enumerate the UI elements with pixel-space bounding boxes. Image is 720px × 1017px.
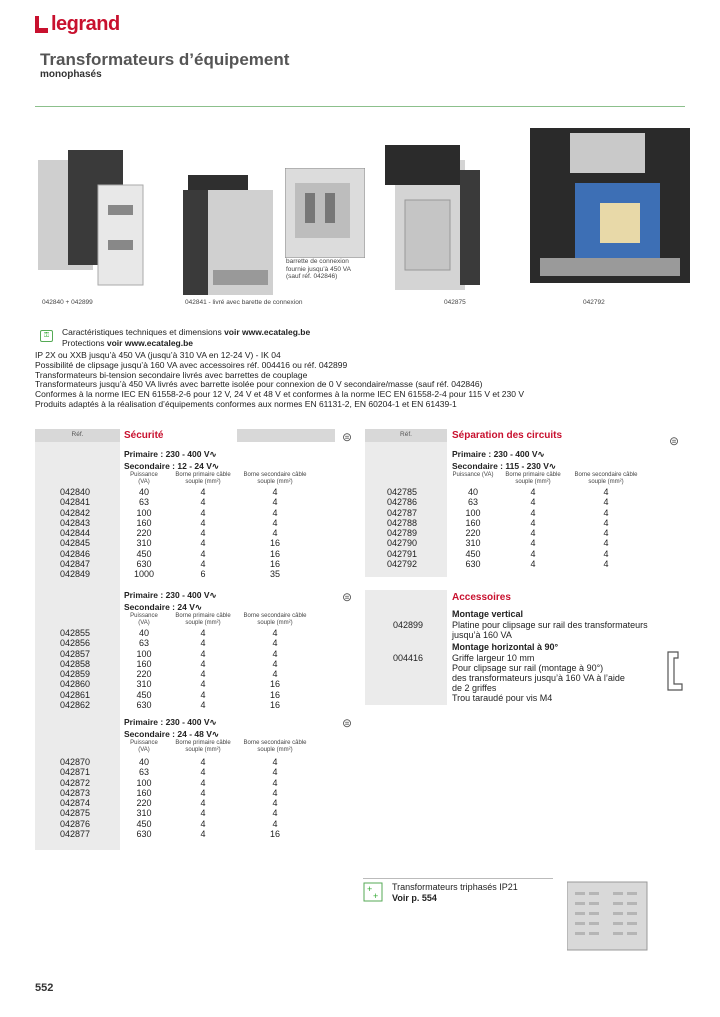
col-header-primary: Borne primaire câble souple (mm²)	[175, 472, 231, 485]
power-cell: 160	[136, 658, 152, 669]
primary-terminal-cell: 4	[200, 757, 206, 767]
ref-cell: 042860	[60, 679, 91, 690]
power-cell: 100	[465, 507, 481, 518]
secondary-terminal-cell: 4	[603, 517, 609, 528]
ref-column	[365, 590, 447, 705]
ref-cell: 042856	[60, 638, 91, 649]
info-icon: ⚿	[40, 330, 53, 342]
photo-caption: 042875	[444, 299, 466, 306]
power-cell: 450	[136, 689, 152, 700]
accessory-line: Pour clipsage sur rail (montage à 90°)	[452, 663, 604, 673]
see-also-text: Transformateurs triphasés IP21	[392, 882, 518, 892]
table-body-securite-g3	[60, 757, 320, 839]
secondary-terminal-cell: 4	[272, 798, 278, 809]
secondary-terminal-cell: 35	[269, 569, 280, 580]
power-cell: 450	[136, 548, 152, 559]
ref-cell: 042847	[60, 559, 91, 570]
table-row	[60, 497, 320, 507]
secondary-terminal-cell: 4	[603, 487, 609, 497]
table-row	[387, 487, 647, 497]
primary-terminal-cell: 4	[200, 497, 206, 508]
col-header-secondary: Borne secondaire câble souple (mm²)	[243, 613, 307, 626]
primary-terminal-cell: 4	[200, 767, 206, 778]
legrand-logo-mark	[35, 16, 48, 33]
safety-transformer-icon: ⊜	[341, 716, 353, 730]
note-line: Transformateurs bi-tension secondaire livrés avec barrettes de couplage	[35, 369, 308, 380]
primary-terminal-cell: 4	[200, 528, 206, 539]
table-row	[60, 829, 320, 839]
secondary-terminal-cell: 16	[269, 679, 280, 690]
table-row	[387, 518, 647, 528]
table-row	[60, 659, 320, 669]
ref-cell: 042844	[60, 528, 91, 539]
note-line: Produits adaptés à la réalisation d’équipements conformes aux normes EN 61131-2, EN 60204-1 et EN 61439-1	[35, 398, 457, 409]
accessory-line: Platine pour clipsage sur rail des transformateurs	[452, 620, 648, 630]
col-header-power: Puissance (VA)	[130, 472, 158, 485]
primary-terminal-cell: 4	[200, 638, 206, 649]
product-photo-three-phase	[567, 880, 651, 952]
section-title-separation: Séparation des circuits	[452, 430, 563, 441]
ref-cell: 042855	[60, 628, 91, 638]
ref-label: Réf.	[71, 431, 84, 438]
primary-terminal-cell: 4	[530, 497, 536, 508]
power-cell: 220	[465, 528, 481, 539]
power-cell: 40	[138, 757, 149, 767]
accessory-line: jusqu’à 160 VA	[452, 630, 512, 640]
power-cell: 100	[136, 648, 152, 659]
table-body-securite-g2	[60, 628, 320, 710]
secondary-label: Secondaire : 12 - 24 V∿	[124, 461, 219, 471]
note-line: Conformes à la norme IEC EN 61558-2-6 pour 12 V, 24 V et 48 V et conformes à la norme IEC EN 61558-2-4 pour 115 V et 230 V	[35, 389, 525, 400]
ref-cell: 042786	[387, 497, 418, 508]
notes-block	[35, 351, 524, 410]
primary-terminal-cell: 4	[530, 538, 536, 549]
ref-cell: 042792	[387, 559, 418, 570]
see-also-link[interactable]: Voir p. 554	[392, 893, 437, 903]
primary-label: Primaire : 230 - 400 V∿	[124, 717, 217, 727]
primary-terminal-cell: 4	[200, 487, 206, 497]
secondary-label: Secondaire : 24 V∿	[124, 602, 202, 612]
primary-terminal-cell: 4	[200, 679, 206, 690]
product-photo-connection-bar	[285, 168, 365, 258]
page-number: 552	[35, 982, 54, 994]
ref-cell: 042849	[60, 569, 91, 580]
primary-terminal-cell: 4	[200, 829, 206, 840]
table-row	[60, 767, 320, 777]
note-line: IP 2X ou XXB jusqu’à 450 VA (jusqu’à 310 VA en 12-24 V) - IK 04	[35, 350, 281, 360]
table-row	[387, 497, 647, 507]
power-cell: 450	[136, 818, 152, 829]
primary-label: Primaire : 230 - 400 V∿	[124, 590, 217, 600]
ref-cell: 042871	[60, 767, 91, 778]
table-row	[60, 628, 320, 638]
photo-caption: 042792	[583, 299, 605, 306]
table-row	[60, 559, 320, 569]
table-row	[60, 690, 320, 700]
primary-terminal-cell: 4	[200, 777, 206, 788]
table-row	[60, 528, 320, 538]
primary-terminal-cell: 4	[200, 818, 206, 829]
secondary-terminal-cell: 4	[272, 818, 278, 829]
table-row	[60, 518, 320, 528]
power-cell: 100	[136, 507, 152, 518]
power-cell: 310	[136, 808, 152, 819]
ref-cell: 042874	[60, 798, 91, 809]
secondary-terminal-cell: 4	[272, 517, 278, 528]
table-row	[60, 487, 320, 497]
primary-terminal-cell: 4	[530, 528, 536, 539]
col-header-power: Puissance (VA)	[130, 740, 158, 753]
secondary-terminal-cell: 4	[272, 767, 278, 778]
secondary-terminal-cell: 4	[603, 528, 609, 539]
power-cell: 63	[138, 767, 149, 778]
brand-name: legrand	[51, 13, 120, 35]
primary-terminal-cell: 6	[200, 569, 206, 580]
svg-text:+: +	[367, 884, 373, 894]
primary-terminal-cell: 4	[200, 648, 206, 659]
secondary-terminal-cell: 16	[269, 700, 280, 711]
primary-terminal-cell: 4	[200, 808, 206, 819]
primary-terminal-cell: 4	[200, 559, 206, 570]
power-cell: 630	[136, 700, 152, 711]
table-row	[387, 549, 647, 559]
power-cell: 220	[136, 669, 152, 680]
table-row	[60, 778, 320, 788]
power-cell: 160	[136, 517, 152, 528]
primary-terminal-cell: 4	[200, 798, 206, 809]
callout-line: barrette de connexion	[286, 258, 349, 265]
secondary-terminal-cell: 4	[272, 638, 278, 649]
primary-terminal-cell: 4	[200, 548, 206, 559]
table-row	[60, 808, 320, 818]
power-cell: 450	[465, 548, 481, 559]
svg-text:+: +	[373, 891, 379, 901]
power-cell: 63	[138, 638, 149, 649]
ref-cell: 042789	[387, 528, 418, 539]
col-header-primary: Borne primaire câble souple (mm²)	[175, 613, 231, 626]
secondary-terminal-cell: 4	[272, 757, 278, 767]
table-row	[387, 559, 647, 569]
ref-cell: 042877	[60, 829, 91, 840]
primary-terminal-cell: 4	[200, 669, 206, 680]
primary-terminal-cell: 4	[200, 700, 206, 711]
protections-link[interactable]: voir www.ecataleg.be	[106, 338, 194, 348]
secondary-label: Secondaire : 24 - 48 V∿	[124, 729, 219, 739]
table-row	[60, 549, 320, 559]
table-row	[387, 508, 647, 518]
ref-cell: 042857	[60, 648, 91, 659]
accessory-line: Griffe largeur 10 mm	[452, 653, 535, 663]
primary-terminal-cell: 4	[530, 507, 536, 518]
primary-terminal-cell: 4	[200, 689, 206, 700]
ref-cell: 042873	[60, 787, 91, 798]
power-cell: 160	[465, 517, 481, 528]
table-row	[60, 679, 320, 689]
safety-transformer-icon: ⊜	[341, 590, 353, 604]
power-cell: 63	[138, 497, 149, 508]
ref-cell: 042842	[60, 507, 91, 518]
info-line-specs	[62, 327, 310, 337]
product-photo-042875	[385, 140, 485, 295]
primary-terminal-cell: 4	[530, 559, 536, 570]
table-row	[60, 638, 320, 648]
secondary-terminal-cell: 4	[272, 658, 278, 669]
header-band-right	[237, 429, 335, 442]
power-cell: 40	[138, 628, 149, 638]
table-row	[60, 538, 320, 548]
product-photo-042792	[530, 128, 690, 288]
power-cell: 40	[467, 487, 478, 497]
col-header-primary: Borne primaire câble souple (mm²)	[175, 740, 231, 753]
secondary-terminal-cell: 4	[272, 528, 278, 539]
ref-cell: 042845	[60, 538, 91, 549]
power-cell: 310	[136, 679, 152, 690]
ref-cell: 042862	[60, 700, 91, 711]
ref-cell: 042858	[60, 658, 91, 669]
accessory-line: des transformateurs jusqu’à 160 VA à l’aide	[452, 673, 625, 683]
info-prefix: Caractéristiques techniques et dimensions	[62, 327, 225, 337]
secondary-terminal-cell: 4	[603, 497, 609, 508]
secondary-terminal-cell: 4	[272, 808, 278, 819]
ref-cell: 042870	[60, 757, 91, 767]
ref-cell: 042788	[387, 517, 418, 528]
accessory-line: de 2 griffes	[452, 683, 497, 693]
table-row	[60, 700, 320, 710]
secondary-terminal-cell: 4	[272, 648, 278, 659]
ref-cell: 042787	[387, 507, 418, 518]
section-title-accessories: Accessoires	[452, 592, 511, 603]
callout-connection-bar	[286, 258, 351, 281]
ref-cell: 042846	[60, 548, 91, 559]
secondary-terminal-cell: 4	[272, 669, 278, 680]
ref-cell: 042791	[387, 548, 418, 559]
primary-label: Primaire : 230 - 400 V∿	[452, 449, 545, 459]
ref-cell: 042841	[60, 497, 91, 508]
table-row	[60, 569, 320, 579]
product-photo-042841	[183, 175, 283, 295]
table-body-securite-g1	[60, 487, 320, 580]
ref-cell: 042843	[60, 517, 91, 528]
col-header-secondary: Borne secondaire câble souple (mm²)	[574, 472, 638, 485]
table-row	[60, 669, 320, 679]
primary-terminal-cell: 4	[200, 628, 206, 638]
info-line-protections	[62, 338, 193, 348]
section-title-securite: Sécurité	[124, 430, 164, 441]
secondary-terminal-cell: 4	[272, 777, 278, 788]
ref-cell: 042840	[60, 487, 91, 497]
photo-caption: 042840 + 042899	[42, 299, 93, 306]
col-header-primary: Borne primaire câble souple (mm²)	[505, 472, 561, 485]
power-cell: 40	[138, 487, 149, 497]
accessory-heading: Montage horizontal à 90°	[452, 642, 559, 652]
note-line: Transformateurs jusqu’à 450 VA livrés avec barrette isolée pour connexion de 0 V secondaire/masse (sauf réf. 042846)	[35, 379, 483, 390]
clip-icon	[664, 650, 686, 692]
power-cell: 630	[465, 559, 481, 570]
power-cell: 630	[136, 829, 152, 840]
primary-terminal-cell: 4	[200, 538, 206, 549]
table-row	[387, 538, 647, 548]
secondary-terminal-cell: 4	[603, 548, 609, 559]
ref-cell: 042872	[60, 777, 91, 788]
header-rule	[35, 106, 685, 107]
callout-line: fournie jusqu’à 450 VA	[286, 265, 351, 273]
ref-cell: 042861	[60, 689, 91, 700]
secondary-terminal-cell: 16	[269, 559, 280, 570]
accessory-heading: Montage vertical	[452, 609, 524, 619]
ref-label: Réf.	[400, 431, 412, 438]
power-cell: 310	[465, 538, 481, 549]
secondary-terminal-cell: 4	[603, 559, 609, 570]
primary-terminal-cell: 4	[200, 517, 206, 528]
secondary-terminal-cell: 4	[603, 538, 609, 549]
legrand-logo	[35, 14, 120, 34]
table-body-separation	[387, 487, 647, 569]
primary-terminal-cell: 4	[200, 787, 206, 798]
secondary-label: Secondaire : 115 - 230 V∿	[452, 461, 556, 471]
info-prefix: Protections	[62, 338, 107, 348]
primary-terminal-cell: 4	[530, 548, 536, 559]
accessory-line: Trou taraudé pour vis M4	[452, 693, 553, 703]
secondary-terminal-cell: 16	[269, 548, 280, 559]
photo-caption: 042841 - livré avec barette de connexion	[185, 299, 303, 306]
primary-terminal-cell: 4	[530, 517, 536, 528]
ref-cell: 042876	[60, 818, 91, 829]
table-row	[60, 788, 320, 798]
callout-line: (sauf réf. 042846)	[286, 273, 338, 280]
ref-cell: 042859	[60, 669, 91, 680]
primary-terminal-cell: 4	[530, 487, 536, 497]
see-also-rule	[363, 878, 553, 879]
table-row	[60, 757, 320, 767]
col-header-secondary: Borne secondaire câble souple (mm²)	[243, 740, 307, 753]
safety-transformer-icon: ⊜	[341, 430, 353, 444]
secondary-terminal-cell: 4	[272, 628, 278, 638]
power-cell: 220	[136, 528, 152, 539]
secondary-terminal-cell: 4	[603, 507, 609, 518]
col-header-power: Puissance (VA)	[452, 472, 494, 478]
col-header-power: Puissance (VA)	[130, 613, 158, 626]
power-cell: 1000	[133, 569, 155, 580]
power-cell: 310	[136, 538, 152, 549]
secondary-terminal-cell: 16	[269, 829, 280, 840]
primary-label: Primaire : 230 - 400 V∿	[124, 449, 217, 459]
secondary-terminal-cell: 16	[269, 538, 280, 549]
power-cell: 630	[136, 559, 152, 570]
col-header-secondary: Borne secondaire câble souple (mm²)	[243, 472, 307, 485]
specs-link[interactable]: voir www.ecataleg.be	[224, 327, 311, 337]
table-row	[60, 819, 320, 829]
ref-cell: 042875	[60, 808, 91, 819]
power-cell: 220	[136, 798, 152, 809]
ref-cell: 042790	[387, 538, 418, 549]
secondary-terminal-cell: 4	[272, 787, 278, 798]
secondary-terminal-cell: 4	[272, 507, 278, 518]
power-cell: 160	[136, 787, 152, 798]
secondary-terminal-cell: 4	[272, 487, 278, 497]
secondary-terminal-cell: 4	[272, 497, 278, 508]
note-line: Possibilité de clipsage jusqu’à 160 VA avec accessoires réf. 004416 ou réf. 042899	[35, 359, 348, 370]
table-row	[60, 508, 320, 518]
power-cell: 100	[136, 777, 152, 788]
primary-terminal-cell: 4	[200, 507, 206, 518]
accessory-ref: 004416	[393, 653, 424, 663]
product-photo-042840	[38, 150, 158, 295]
page-subtitle: monophasés	[40, 69, 102, 80]
primary-terminal-cell: 4	[200, 658, 206, 669]
page-title: Transformateurs d’équipement	[40, 50, 290, 69]
table-row	[60, 649, 320, 659]
accessory-ref: 042899	[393, 620, 424, 630]
isolation-transformer-icon: ⊜	[668, 434, 680, 448]
three-phase-icon	[363, 882, 383, 902]
ref-cell: 042785	[387, 487, 418, 497]
table-row	[387, 528, 647, 538]
power-cell: 63	[467, 497, 478, 508]
secondary-terminal-cell: 16	[269, 689, 280, 700]
table-row	[60, 798, 320, 808]
